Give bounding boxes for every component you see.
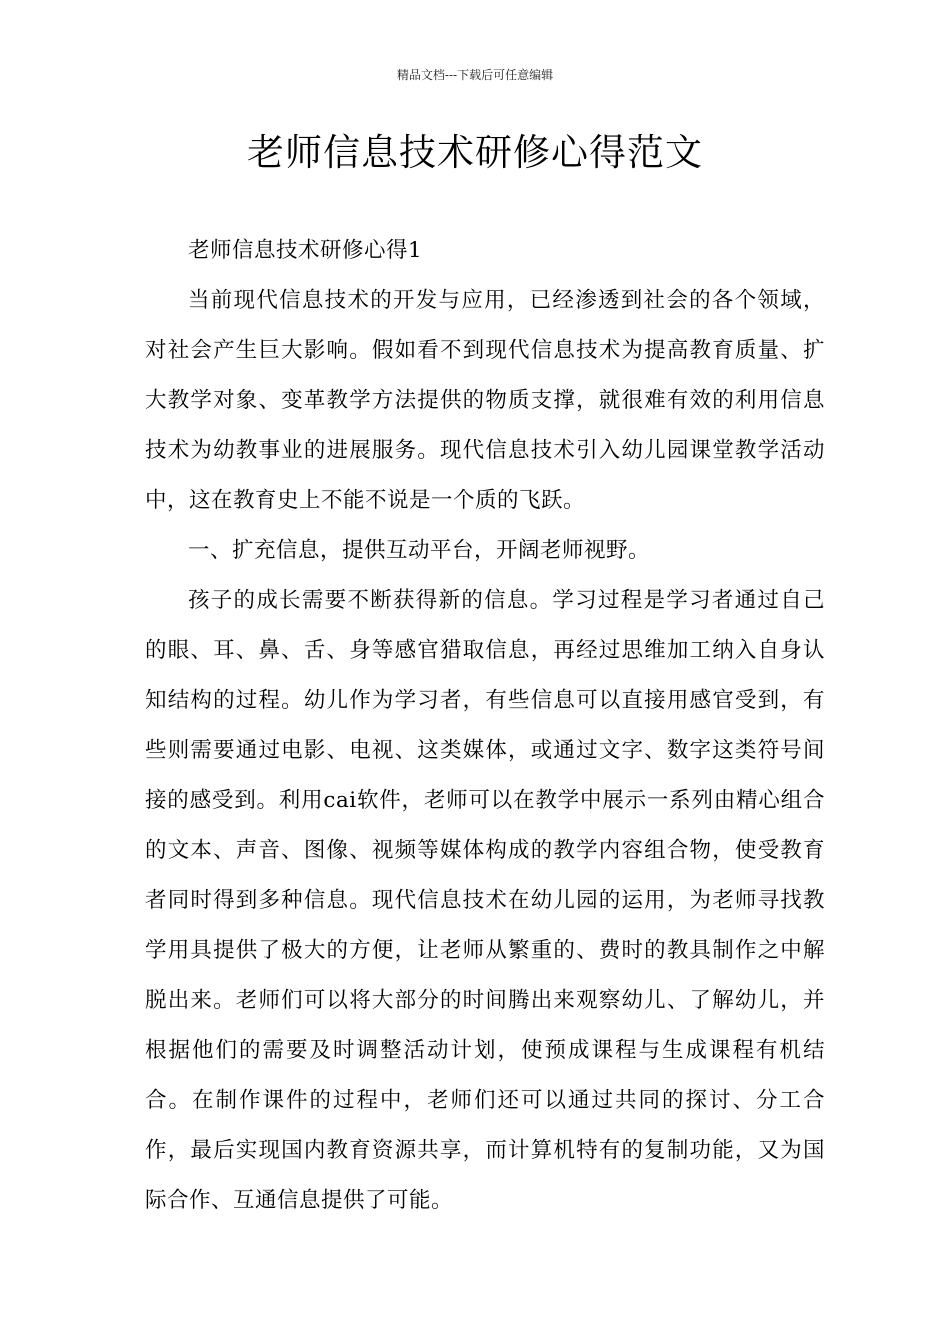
section-heading: 老师信息技术研修心得1 [188,238,423,263]
subsection-heading: 一、扩充信息，提供互动平台，开阔老师视野。 [188,538,651,563]
document-title: 老师信息技术研修心得范文 [247,131,703,174]
document-body [145,226,825,1226]
body-paragraph: 孩子的成长需要不断获得新的信息。学习过程是学习者通过自己的眼、耳、鼻、舌、身等感官猎取信息，再经过思维加工纳入自身认知结构的过程。幼儿作为学习者，有些信息可以直接用感官受到，有些则需要通过电影、电视、这类媒体，或通过文字、数字这类符号间接的感受到。利用cai软件，老师可以在教学中展示一系列由精心组合的文本、声音、图像、视频等媒体构成的教学内容组合物，使受教育者同时得到多种信息。现代信息技术在幼儿园的运用，为老师寻找教学用具提供了极大的方便，让老师从繁重的、费时的教具制作之中解脱出来。老师们可以将大部分的时间腾出来观察幼儿、了解幼儿，并根据他们的需要及时调整活动计划，使预成课程与生成课程有机结合。在制作课件的过程中，老师们还可以通过共同的探讨、分工合作，最后实现国内教育资源共享，而计算机特有的复制功能，又为国际合作、互通信息提供了可能。 [145,588,825,1213]
body-paragraph: 当前现代信息技术的开发与应用，已经渗透到社会的各个领域，对社会产生巨大影响。假如看不到现代信息技术为提高教育质量、扩大教学对象、变革教学方法提供的物质支撑，就很难有效的利用信息技术为幼教事业的进展服务。现代信息技术引入幼儿园课堂教学活动中，这在教育史上不能不说是一个质的飞跃。 [145,288,825,513]
header-note: 精品文档---下载后可任意编辑 [396,68,554,82]
